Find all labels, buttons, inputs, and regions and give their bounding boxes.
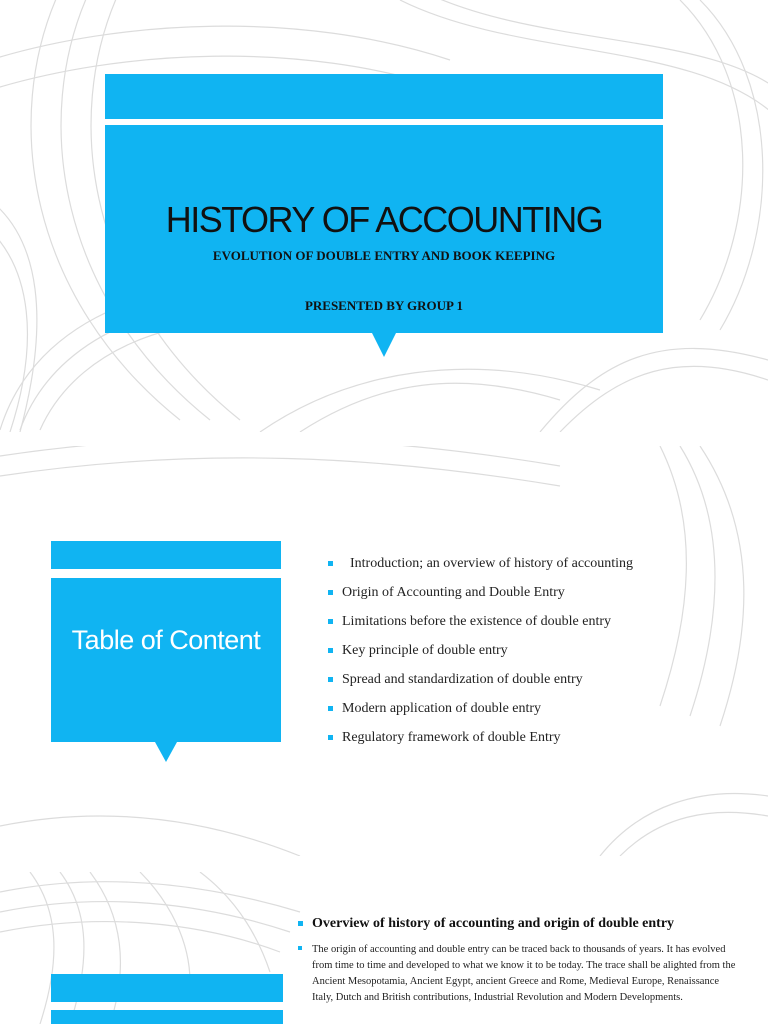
toc-slide [0,446,768,856]
toc-item: Modern application of double entry [328,701,633,730]
title-top-band [105,74,663,119]
toc-top-band [51,541,281,569]
toc-item: Key principle of double entry [328,643,633,672]
toc-heading: Table of Content [71,625,261,655]
title-box-pointer [372,333,396,357]
toc-item: Introduction; an overview of history of accounting [328,556,633,585]
overview-slide [0,872,768,1024]
overview-top-band [51,974,283,1002]
title-box [105,125,663,333]
overview-paragraph: The origin of accounting and double entry can be traced back to thousands of years. It has evolved from time to time and developed to what we know it to be today. The trace shall be alighted from the Ancient Mesopotamia, Ancient Egypt, ancient Greece and Rome, Medieval Europe, Renaissance Italy, Dutch and British contributions, Industrial Revolution and Modern Developments. [298,942,738,1006]
toc-item: Origin of Accounting and Double Entry [328,585,633,614]
toc-item: Spread and standardization of double entry [328,672,633,701]
toc-item: Regulatory framework of double Entry [328,730,633,759]
toc-item: Limitations before the existence of double entry [328,614,633,643]
toc-box-pointer [155,742,177,762]
overview-box [51,1010,283,1024]
presenter-line: PRESENTED BY GROUP 1 [304,298,464,313]
presentation-title: HISTORY OF ACCOUNTING [165,199,603,240]
overview-content [298,916,738,1006]
toc-list [328,556,633,759]
presentation-subtitle: EVOLUTION OF DOUBLE ENTRY AND BOOK KEEPING [212,248,556,263]
toc-heading-box [51,578,281,742]
overview-heading: Overview of history of accounting and origin of double entry [298,916,738,932]
title-slide [0,0,768,432]
